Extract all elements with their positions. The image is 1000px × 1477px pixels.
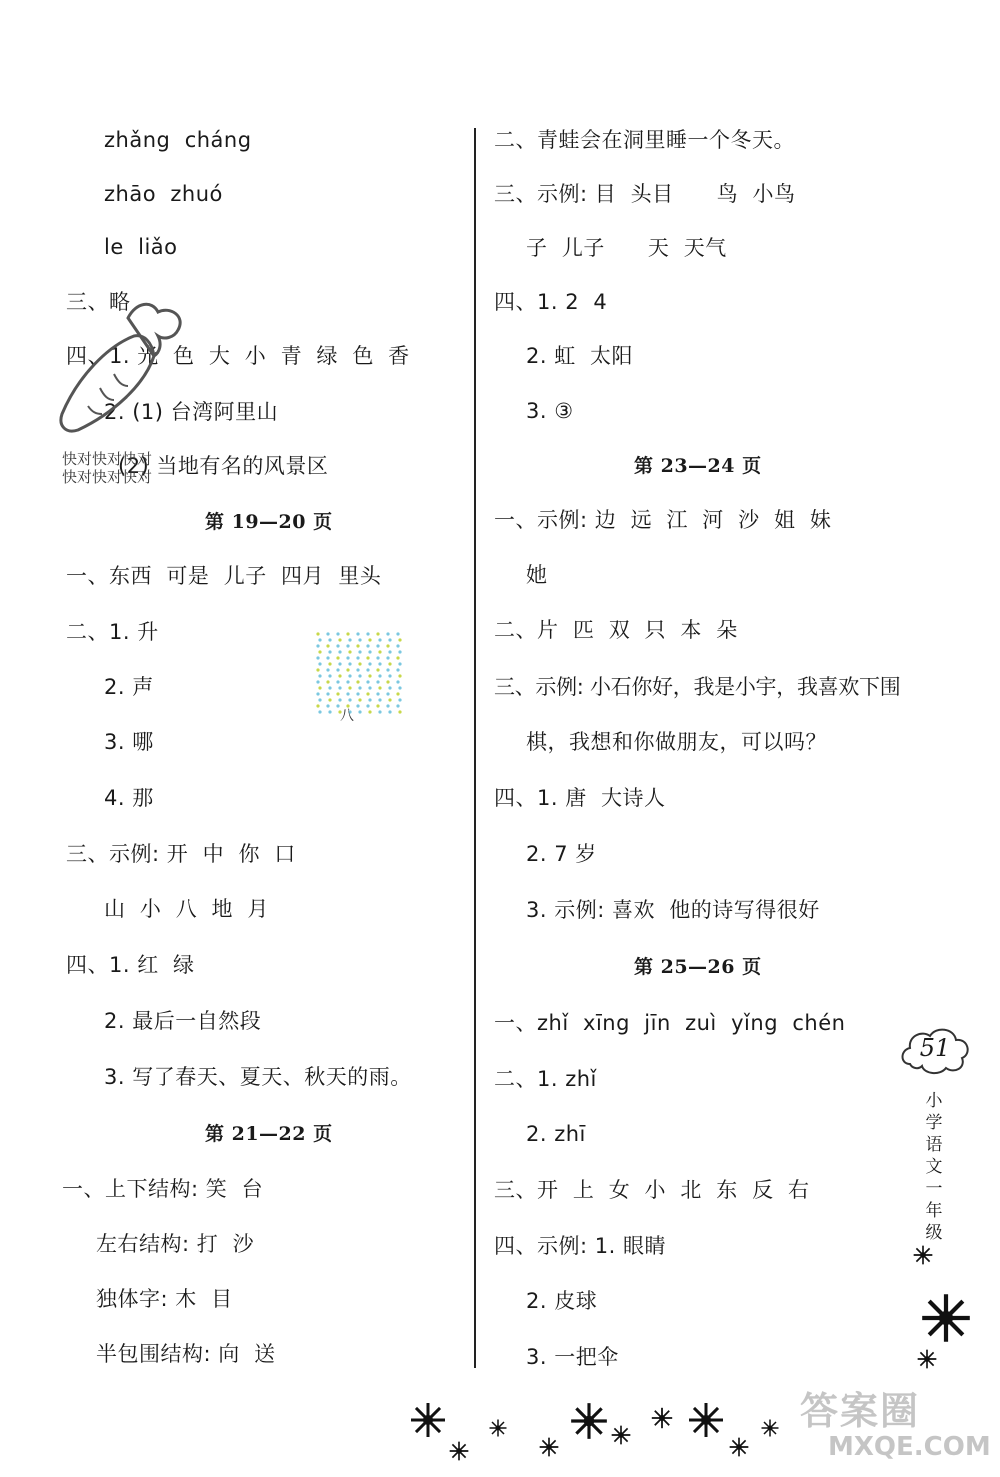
answer-line: 4. 那 xyxy=(104,786,154,810)
grid-dot xyxy=(376,632,379,635)
grid-dot xyxy=(376,704,379,707)
answer-line: 一、东西 可是 儿子 四月 里头 xyxy=(66,564,382,588)
grid-dot xyxy=(338,698,341,701)
grid-dot xyxy=(328,662,331,665)
answer-line: 四、1. 光 色 大 小 青 绿 色 香 xyxy=(66,344,410,368)
grid-character: 八 xyxy=(340,708,354,724)
grid-dot xyxy=(376,692,379,695)
grid-dot xyxy=(356,632,359,635)
answer-line: 三、示例: 开 中 你 口 xyxy=(66,842,296,866)
grid-dot xyxy=(368,662,371,665)
answer-line: 2. 虹 太阳 xyxy=(526,344,634,368)
grid-dot xyxy=(328,698,331,701)
answer-line: 四、1. 红 绿 xyxy=(66,953,195,977)
section-heading: 第 25—26 页 xyxy=(634,956,762,978)
grid-dot xyxy=(316,668,319,671)
grid-dot xyxy=(348,650,351,653)
answer-line: (2) 当地有名的风景区 xyxy=(118,454,329,478)
grid-dot xyxy=(346,632,349,635)
snowflake-icon xyxy=(912,1244,934,1266)
answer-line: 3. ③ xyxy=(526,399,574,423)
grid-dot xyxy=(398,674,401,677)
answer-line: 3. 一把伞 xyxy=(526,1345,619,1369)
answer-line: 左右结构: 打 沙 xyxy=(96,1232,255,1256)
grid-dot xyxy=(376,656,379,659)
grid-dot xyxy=(318,686,321,689)
grid-dot xyxy=(336,680,339,683)
grid-dot xyxy=(318,698,321,701)
grid-dot xyxy=(318,662,321,665)
grid-dot xyxy=(328,650,331,653)
grid-dot xyxy=(316,704,319,707)
grid-dot xyxy=(396,668,399,671)
answer-line: 四、示例: 1. 眼睛 xyxy=(494,1234,666,1258)
grid-dot xyxy=(398,662,401,665)
grid-dot xyxy=(398,710,401,713)
grid-dot xyxy=(396,656,399,659)
answer-line: 2. 声 xyxy=(104,675,154,699)
grid-dot xyxy=(368,686,371,689)
snowflake-icon xyxy=(448,1440,470,1462)
answer-line: 一、示例: 边 远 江 河 沙 姐 妹 xyxy=(494,508,832,532)
grid-dot xyxy=(356,656,359,659)
answer-line: 三、略 xyxy=(66,290,131,314)
grid-dot xyxy=(356,668,359,671)
grid-dot xyxy=(316,656,319,659)
grid-dot xyxy=(376,644,379,647)
grid-dot xyxy=(378,698,381,701)
grid-dot xyxy=(386,704,389,707)
grid-dot xyxy=(378,650,381,653)
page-number-badge xyxy=(898,1024,972,1076)
grid-dot xyxy=(326,644,329,647)
grid-dot xyxy=(328,638,331,641)
grid-dot xyxy=(398,638,401,641)
grid-dot xyxy=(388,698,391,701)
grid-dot xyxy=(318,710,321,713)
grid-dot xyxy=(388,638,391,641)
grid-dot xyxy=(368,710,371,713)
grid-dot xyxy=(378,710,381,713)
grid-dot xyxy=(316,632,319,635)
section-heading: 第 19—20 页 xyxy=(205,511,333,533)
grid-dot xyxy=(376,680,379,683)
answer-line: 三、示例: 小石你好，我是小宇，我喜欢下围 xyxy=(494,675,901,699)
grid-dot xyxy=(388,686,391,689)
snowflake-icon xyxy=(538,1436,560,1458)
subject-label: 小 学 语 文 一 年 级 xyxy=(925,1091,943,1243)
answer-line: 山 小 八 地 月 xyxy=(104,897,269,921)
grid-dot xyxy=(318,674,321,677)
grid-dot xyxy=(346,668,349,671)
grid-dot xyxy=(338,650,341,653)
carrot-icon xyxy=(48,296,198,446)
answer-line: 半包围结构: 向 送 xyxy=(96,1342,276,1366)
snowflake-icon xyxy=(568,1400,610,1442)
answer-line: 2. zhī xyxy=(526,1122,586,1146)
grid-dot xyxy=(366,668,369,671)
grid-dot xyxy=(338,674,341,677)
column-divider xyxy=(474,128,476,1368)
grid-dot xyxy=(386,644,389,647)
dot-grid-pattern xyxy=(306,626,416,736)
grid-dot xyxy=(388,710,391,713)
grid-dot xyxy=(356,680,359,683)
grid-dot xyxy=(378,638,381,641)
snowflake-icon xyxy=(728,1436,750,1458)
grid-dot xyxy=(358,698,361,701)
grid-dot xyxy=(328,674,331,677)
grid-dot xyxy=(368,638,371,641)
grid-dot xyxy=(376,668,379,671)
grid-dot xyxy=(338,662,341,665)
grid-dot xyxy=(316,644,319,647)
grid-dot xyxy=(358,686,361,689)
grid-dot xyxy=(366,632,369,635)
grid-dot xyxy=(336,668,339,671)
grid-dot xyxy=(388,674,391,677)
grid-dot xyxy=(366,692,369,695)
grid-dot xyxy=(396,644,399,647)
page-number: 51 xyxy=(919,1034,951,1062)
site-watermark: 答案圈 xyxy=(800,1389,921,1433)
answer-line: 一、上下结构: 笑 台 xyxy=(62,1177,264,1201)
grid-dot xyxy=(388,650,391,653)
grid-dot xyxy=(316,680,319,683)
grid-dot xyxy=(378,686,381,689)
grid-dot xyxy=(326,680,329,683)
snowflake-icon xyxy=(610,1424,632,1446)
grid-dot xyxy=(396,692,399,695)
answer-line: 二、青蛙会在洞里睡一个冬天。 xyxy=(494,128,795,152)
grid-dot xyxy=(346,656,349,659)
grid-dot xyxy=(378,662,381,665)
grid-dot xyxy=(358,662,361,665)
grid-dot xyxy=(396,704,399,707)
answer-line: zhǎng cháng xyxy=(104,128,252,152)
answer-line: 3. 示例: 喜欢 他的诗写得很好 xyxy=(526,898,820,922)
answer-line: 三、开 上 女 小 北 东 反 右 xyxy=(494,1178,810,1202)
grid-dot xyxy=(366,704,369,707)
grid-dot xyxy=(326,692,329,695)
grid-dot xyxy=(366,656,369,659)
grid-dot xyxy=(348,686,351,689)
grid-dot xyxy=(326,704,329,707)
grid-dot xyxy=(398,698,401,701)
grid-dot xyxy=(328,686,331,689)
answer-line: 三、示例: 目 头目 鸟 小鸟 xyxy=(494,182,796,206)
answer-line: 2. 最后一自然段 xyxy=(104,1009,262,1033)
grid-dot xyxy=(358,710,361,713)
snowflake-icon xyxy=(918,1290,974,1346)
answer-line: 独体字: 木 目 xyxy=(96,1287,233,1311)
grid-dot xyxy=(388,662,391,665)
answer-line: 二、片 匹 双 只 本 朵 xyxy=(494,618,738,642)
answer-line: 二、1. zhǐ xyxy=(494,1067,597,1091)
grid-dot xyxy=(366,680,369,683)
grid-dot xyxy=(356,692,359,695)
grid-dot xyxy=(348,638,351,641)
answer-line: le liǎo xyxy=(104,235,178,259)
grid-dot xyxy=(348,698,351,701)
grid-dot xyxy=(328,710,331,713)
watermark-text: 快对快对快对 快对快对快对 xyxy=(62,450,153,486)
snowflake-icon xyxy=(760,1418,780,1438)
grid-dot xyxy=(318,650,321,653)
grid-dot xyxy=(336,632,339,635)
grid-dot xyxy=(386,632,389,635)
grid-dot xyxy=(326,668,329,671)
answer-line: 2. 皮球 xyxy=(526,1289,598,1313)
answer-line: 一、zhǐ xīng jīn zuì yǐng chén xyxy=(494,1011,846,1035)
grid-dot xyxy=(386,680,389,683)
grid-dot xyxy=(348,662,351,665)
answer-line: zhāo zhuó xyxy=(104,182,223,206)
grid-dot xyxy=(316,692,319,695)
grid-dot xyxy=(366,644,369,647)
grid-dot xyxy=(358,674,361,677)
grid-dot xyxy=(396,680,399,683)
grid-dot xyxy=(348,674,351,677)
grid-dot xyxy=(346,644,349,647)
grid-dot xyxy=(356,644,359,647)
grid-dot xyxy=(398,650,401,653)
grid-dot xyxy=(368,698,371,701)
grid-dot xyxy=(326,656,329,659)
grid-dot xyxy=(318,638,321,641)
answer-line: 2. (1) 台湾阿里山 xyxy=(104,400,279,424)
answer-line: 她 xyxy=(526,563,548,587)
grid-dot xyxy=(398,686,401,689)
grid-dot xyxy=(338,686,341,689)
answer-line: 2. 7 岁 xyxy=(526,842,597,866)
grid-dot xyxy=(336,692,339,695)
answer-line: 二、1. 升 xyxy=(66,620,159,644)
answer-line: 3. 哪 xyxy=(104,730,154,754)
grid-dot xyxy=(326,632,329,635)
grid-dot xyxy=(386,668,389,671)
grid-dot xyxy=(386,656,389,659)
grid-dot xyxy=(358,650,361,653)
grid-dot xyxy=(386,692,389,695)
grid-dot xyxy=(358,638,361,641)
snowflake-icon xyxy=(650,1406,674,1430)
grid-dot xyxy=(368,650,371,653)
grid-dot xyxy=(356,704,359,707)
grid-dot xyxy=(368,674,371,677)
snowflake-icon xyxy=(488,1418,508,1438)
grid-dot xyxy=(338,638,341,641)
grid-dot xyxy=(346,692,349,695)
answer-line: 3. 写了春天、夏天、秋天的雨。 xyxy=(104,1065,412,1089)
grid-dot xyxy=(336,656,339,659)
snowflake-icon xyxy=(408,1400,448,1440)
grid-dot xyxy=(378,674,381,677)
snowflake-icon xyxy=(686,1400,726,1440)
answer-line: 四、1. 2 4 xyxy=(494,290,608,314)
answer-line: 子 儿子 天 天气 xyxy=(526,236,727,260)
answer-line: 四、1. 唐 大诗人 xyxy=(494,786,666,810)
section-heading: 第 21—22 页 xyxy=(205,1123,333,1145)
grid-dot xyxy=(396,632,399,635)
grid-dot xyxy=(346,680,349,683)
answer-line: 棋，我想和你做朋友，可以吗？ xyxy=(526,730,827,754)
section-heading: 第 23—24 页 xyxy=(634,455,762,477)
snowflake-icon xyxy=(916,1348,938,1370)
grid-dot xyxy=(336,644,339,647)
site-domain: MXQE.COM xyxy=(828,1432,991,1462)
